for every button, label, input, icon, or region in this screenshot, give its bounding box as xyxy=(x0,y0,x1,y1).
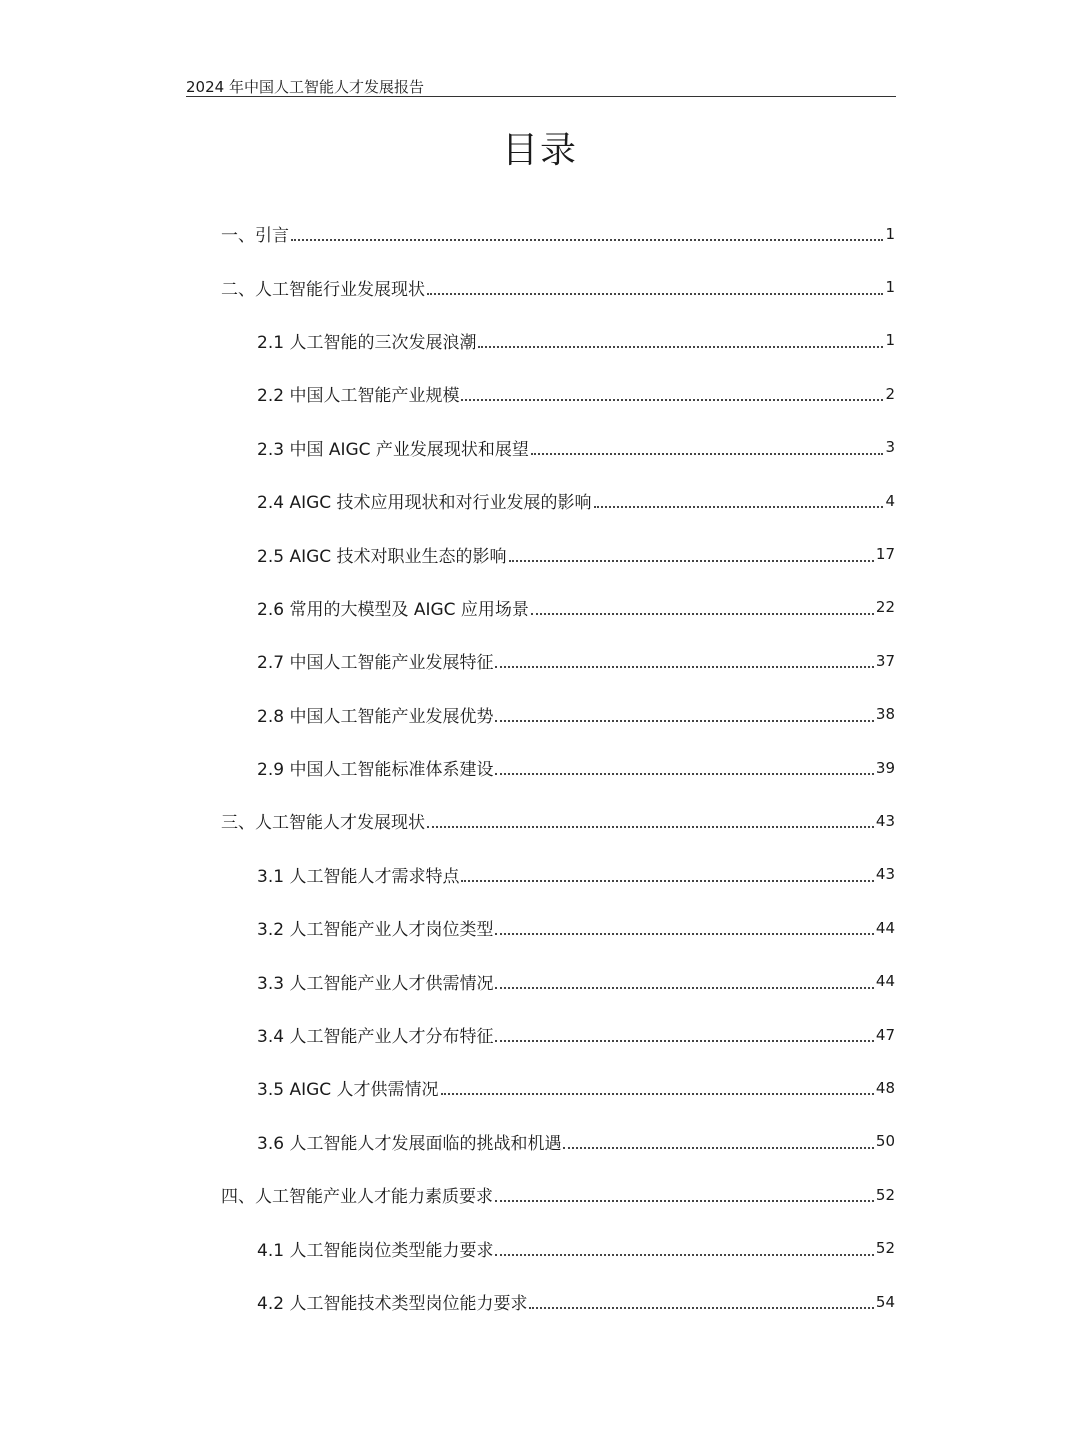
toc-entry-page-number: 52 xyxy=(875,1185,895,1204)
toc-entry-page-number: 1 xyxy=(885,278,895,297)
toc-entry-page-number: 1 xyxy=(885,224,895,243)
toc-entry[interactable] xyxy=(0,954,1080,1007)
toc-entry[interactable] xyxy=(0,848,1080,901)
toc-entry-page-number: 17 xyxy=(875,545,895,564)
toc-dot-leader xyxy=(495,932,873,935)
toc-entry-page-number: 1 xyxy=(885,331,895,350)
toc-entry-page-number: 47 xyxy=(875,1025,895,1044)
toc-entry-label: 3.6 人工智能人才发展面临的挑战和机遇 xyxy=(257,1133,562,1154)
toc-entry-label: 2.9 中国人工智能标准体系建设 xyxy=(257,760,494,781)
toc-entry-label: 四、人工智能产业人才能力素质要求 xyxy=(221,1187,493,1208)
toc-dot-leader xyxy=(495,1039,873,1042)
toc-entry-label: 3.4 人工智能产业人才分布特征 xyxy=(257,1027,494,1048)
toc-entry-label: 3.1 人工智能人才需求特点 xyxy=(257,866,460,887)
toc-dot-leader xyxy=(495,719,873,722)
toc-entry-page-number: 48 xyxy=(875,1078,895,1097)
toc-entry-label: 2.4 AIGC 技术应用现状和对行业发展的影响 xyxy=(257,493,592,514)
toc-entry[interactable] xyxy=(0,794,1080,847)
toc-entry-page-number: 3 xyxy=(885,438,895,457)
toc-entry[interactable] xyxy=(0,207,1080,260)
toc-dot-leader xyxy=(495,665,873,668)
table-of-contents xyxy=(0,207,1080,1328)
toc-entry[interactable] xyxy=(0,474,1080,527)
toc-dot-leader xyxy=(441,1092,874,1095)
toc-dot-leader xyxy=(594,505,884,508)
toc-entry-label: 2.8 中国人工智能产业发展优势 xyxy=(257,706,494,727)
toc-entry[interactable] xyxy=(0,1008,1080,1061)
toc-entry-label: 2.6 常用的大模型及 AIGC 应用场景 xyxy=(257,599,529,620)
toc-entry-label: 2.2 中国人工智能产业规模 xyxy=(257,386,460,407)
toc-entry-page-number: 44 xyxy=(875,918,895,937)
toc-entry-page-number: 50 xyxy=(875,1132,895,1151)
toc-dot-leader xyxy=(495,1199,874,1202)
toc-entry[interactable] xyxy=(0,367,1080,420)
toc-entry-label: 二、人工智能行业发展现状 xyxy=(221,279,425,300)
toc-entry[interactable] xyxy=(0,741,1080,794)
toc-entry-label: 3.5 AIGC 人才供需情况 xyxy=(257,1080,439,1101)
toc-dot-leader xyxy=(563,1146,873,1149)
toc-entry-page-number: 39 xyxy=(875,758,895,777)
toc-dot-leader xyxy=(509,559,874,562)
toc-entry[interactable] xyxy=(0,1221,1080,1274)
toc-title: 目录 xyxy=(501,130,578,171)
toc-entry[interactable] xyxy=(0,421,1080,474)
toc-dot-leader xyxy=(495,986,873,989)
toc-dot-leader xyxy=(478,345,883,348)
toc-entry-label: 4.1 人工智能岗位类型能力要求 xyxy=(257,1240,494,1261)
toc-dot-leader xyxy=(427,825,874,828)
toc-dot-leader xyxy=(495,772,873,775)
toc-entry-page-number: 52 xyxy=(875,1239,895,1258)
toc-entry[interactable] xyxy=(0,314,1080,367)
toc-entry[interactable] xyxy=(0,527,1080,580)
toc-entry-label: 3.2 人工智能产业人才岗位类型 xyxy=(257,920,494,941)
toc-entry[interactable] xyxy=(0,901,1080,954)
toc-entry-page-number: 2 xyxy=(885,384,895,403)
toc-entry-label: 2.5 AIGC 技术对职业生态的影响 xyxy=(257,546,507,567)
toc-entry-label: 3.3 人工智能产业人才供需情况 xyxy=(257,973,494,994)
toc-entry-page-number: 4 xyxy=(885,491,895,510)
toc-entry[interactable] xyxy=(0,688,1080,741)
toc-entry-page-number: 37 xyxy=(875,651,895,670)
toc-entry[interactable] xyxy=(0,260,1080,313)
toc-dot-leader xyxy=(531,452,884,455)
toc-dot-leader xyxy=(461,879,873,882)
toc-entry-page-number: 43 xyxy=(875,811,895,830)
toc-entry-page-number: 43 xyxy=(875,865,895,884)
toc-entry[interactable] xyxy=(0,1168,1080,1221)
toc-entry-page-number: 38 xyxy=(875,705,895,724)
toc-entry-label: 4.2 人工智能技术类型岗位能力要求 xyxy=(257,1294,528,1314)
toc-entry-label: 2.7 中国人工智能产业发展特征 xyxy=(257,653,494,674)
toc-entry[interactable] xyxy=(0,1061,1080,1114)
toc-entry[interactable] xyxy=(0,634,1080,687)
toc-entry-label: 一、引言 xyxy=(221,226,289,247)
toc-dot-leader xyxy=(291,238,883,241)
toc-entry-page-number: 22 xyxy=(875,598,895,617)
toc-dot-leader xyxy=(461,398,883,401)
toc-entry[interactable] xyxy=(0,581,1080,634)
toc-dot-leader xyxy=(427,292,883,295)
toc-entry-label: 三、人工智能人才发展现状 xyxy=(221,813,425,834)
toc-entry-page-number: 54 xyxy=(875,1292,895,1311)
toc-entry-page-number: 44 xyxy=(875,972,895,991)
running-header-title: 2024 年中国人工智能人才发展报告 xyxy=(186,78,424,96)
toc-entry[interactable] xyxy=(0,1275,1080,1328)
toc-dot-leader xyxy=(529,1306,873,1309)
toc-entry[interactable] xyxy=(0,1115,1080,1168)
running-header xyxy=(186,78,896,97)
toc-entry-label: 2.1 人工智能的三次发展浪潮 xyxy=(257,332,477,353)
toc-entry-label: 2.3 中国 AIGC 产业发展现状和展望 xyxy=(257,439,529,460)
toc-dot-leader xyxy=(495,1253,873,1256)
toc-dot-leader xyxy=(531,612,874,615)
